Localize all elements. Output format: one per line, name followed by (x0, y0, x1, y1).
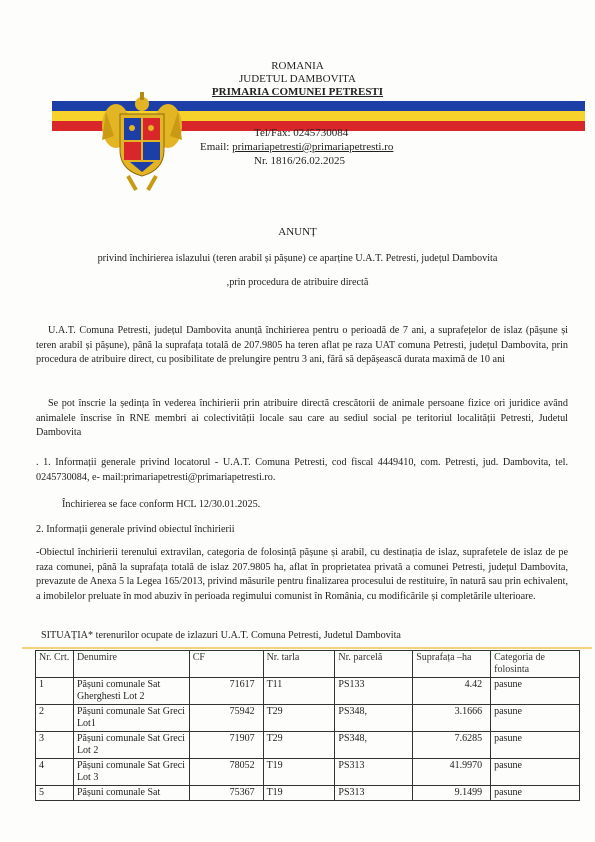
col-header-denumire: Denumire (73, 651, 189, 678)
cell-denumire: Pășuni comunale Sat Gherghesti Lot 2 (73, 678, 189, 705)
cell-parcela: PS313 (335, 786, 413, 801)
cell-categorie: pasune (491, 759, 580, 786)
cell-parcela: PS313 (335, 759, 413, 786)
table-row (36, 759, 580, 786)
cell-categorie: pasune (491, 786, 580, 801)
cell-nr: 3 (36, 732, 74, 759)
table-row (36, 786, 580, 801)
cell-nr: 5 (36, 786, 74, 801)
cell-denumire: Pășuni comunale Sat Greci Lot1 (73, 705, 189, 732)
cell-cf: 78052 (189, 759, 263, 786)
cell-suprafata: 3.1666 (413, 705, 491, 732)
header-country: ROMANIA (271, 60, 324, 72)
table-row (36, 705, 580, 732)
cell-denumire: Pășuni comunale Sat (73, 786, 189, 801)
paragraph-hcl: Închirierea se face conform HCL 12/30.01.2025. (62, 499, 261, 510)
cell-suprafata: 7.6285 (413, 732, 491, 759)
registration-number: Nr. 1816/26.02.2025 (254, 155, 346, 167)
cell-parcela: PS348, (335, 732, 413, 759)
table-top-rule (22, 647, 592, 649)
email-link[interactable]: primariapetresti@primariapetresti.ro (232, 141, 394, 153)
cell-suprafata: 9.1499 (413, 786, 491, 801)
cell-cf: 75942 (189, 705, 263, 732)
cell-denumire: Pășuni comunale Sat Greci Lot 3 (73, 759, 189, 786)
table-row (36, 732, 580, 759)
notice-subtitle: privind închirierea islazului (teren arabil și pășune) ce aparține U.A.T. Petresti, județul Dambovita (97, 253, 498, 264)
coat-of-arms-icon (100, 92, 184, 192)
cell-categorie: pasune (491, 732, 580, 759)
cell-categorie: pasune (491, 705, 580, 732)
col-header-suprafata: Suprafața –ha (413, 651, 491, 678)
header-email (200, 141, 393, 154)
cell-nr: 2 (36, 705, 74, 732)
cell-cf: 71907 (189, 732, 263, 759)
cell-parcela: PS133 (335, 678, 413, 705)
col-header-parcela: Nr. parcelă (335, 651, 413, 678)
paragraph-eligibility: Se pot înscrie la ședința în vederea închirierii prin atribuire directă crescătorii de animale persoane fizice ori juridice având animalele înscrise în RNE membri ai colectivității locale sau care au sediul social pe teritoriul localității Petresti, Judetul Dambovita (36, 398, 568, 438)
cell-tarla: T29 (263, 732, 335, 759)
cell-tarla: T19 (263, 786, 335, 801)
cell-cf: 75367 (189, 786, 263, 801)
col-header-categorie: Categoria de folosinta (491, 651, 580, 678)
pasture-table (35, 650, 580, 801)
cell-tarla: T19 (263, 759, 335, 786)
col-header-cf: CF (189, 651, 263, 678)
col-header-tarla: Nr. tarla (263, 651, 335, 678)
cell-nr: 1 (36, 678, 74, 705)
cell-denumire: Pășuni comunale Sat Greci Lot 2 (73, 732, 189, 759)
paragraph-object-description: -Obiectul închirierii terenului extravilan, categoria de folosință pășune și arabil, cu destinația de islaz, suprafetele de islaz de pe raza comunei, până la suprafața totală de islaz 207.9805 ha, aflat în proprietatea privată a comunei Petresti, județul Dambovita, prevazute de Anexa 5 la Legea 165/2013, privind măsurile pentru finalizarea procesului de restituire, în natură sau prin echivalent, a imobilelor preluate în mod abuziv în perioada regimului comunist în România, cu modificările și completările ulterioare. (36, 547, 568, 602)
cell-parcela: PS348, (335, 705, 413, 732)
email-label: Email: (200, 141, 233, 153)
paragraph-object-heading: 2. Informații generale privind obiectul închirierii (36, 524, 235, 535)
cell-categorie: pasune (491, 678, 580, 705)
cell-suprafata: 41.9970 (413, 759, 491, 786)
header-institution: PRIMARIA COMUNEI PETRESTI (211, 86, 384, 98)
col-header-nr: Nr. Crt. (36, 651, 74, 678)
cell-cf: 71617 (189, 678, 263, 705)
cell-suprafata: 4.42 (413, 678, 491, 705)
table-header-row (36, 651, 580, 678)
notice-title: ANUNȚ (278, 226, 317, 238)
cell-tarla: T11 (263, 678, 335, 705)
paragraph-announcement: U.A.T. Comuna Petresti, județul Dambovita anunță închirierea pentru o perioadă de 7 ani, a suprafețelor de islaz (pășune și teren arabil și pășune), până la suprafața totală de 207.9805 ha teren aflat pe raza UAT comuna Petresti, județul Dambovita, prin procedura de atribuire direct, cu posibilitate de prelungire pentru 3 ani, fără să depășească durata maximă de 10 ani (36, 325, 568, 365)
notice-procedure: ,prin procedura de atribuire directă (226, 277, 369, 288)
header-county: JUDETUL DAMBOVITA (239, 73, 356, 85)
cell-nr: 4 (36, 759, 74, 786)
cell-tarla: T29 (263, 705, 335, 732)
paragraph-lessor-info: . 1. Informații generale privind locatorul - U.A.T. Comuna Petresti, cod fiscal 4449410, com. Petresti, jud. Dambovita, tel. 0245730084, e- mail:primariapetresti@primariapetresti.ro. (36, 457, 568, 483)
header-tel-fax: Tel/Fax: 0245730084 (254, 127, 349, 139)
table-row (36, 678, 580, 705)
table-title: SITUAȚIA* terenurilor ocupate de izlazuri U.A.T. Comuna Petresti, Judetul Dambovita (41, 630, 401, 641)
